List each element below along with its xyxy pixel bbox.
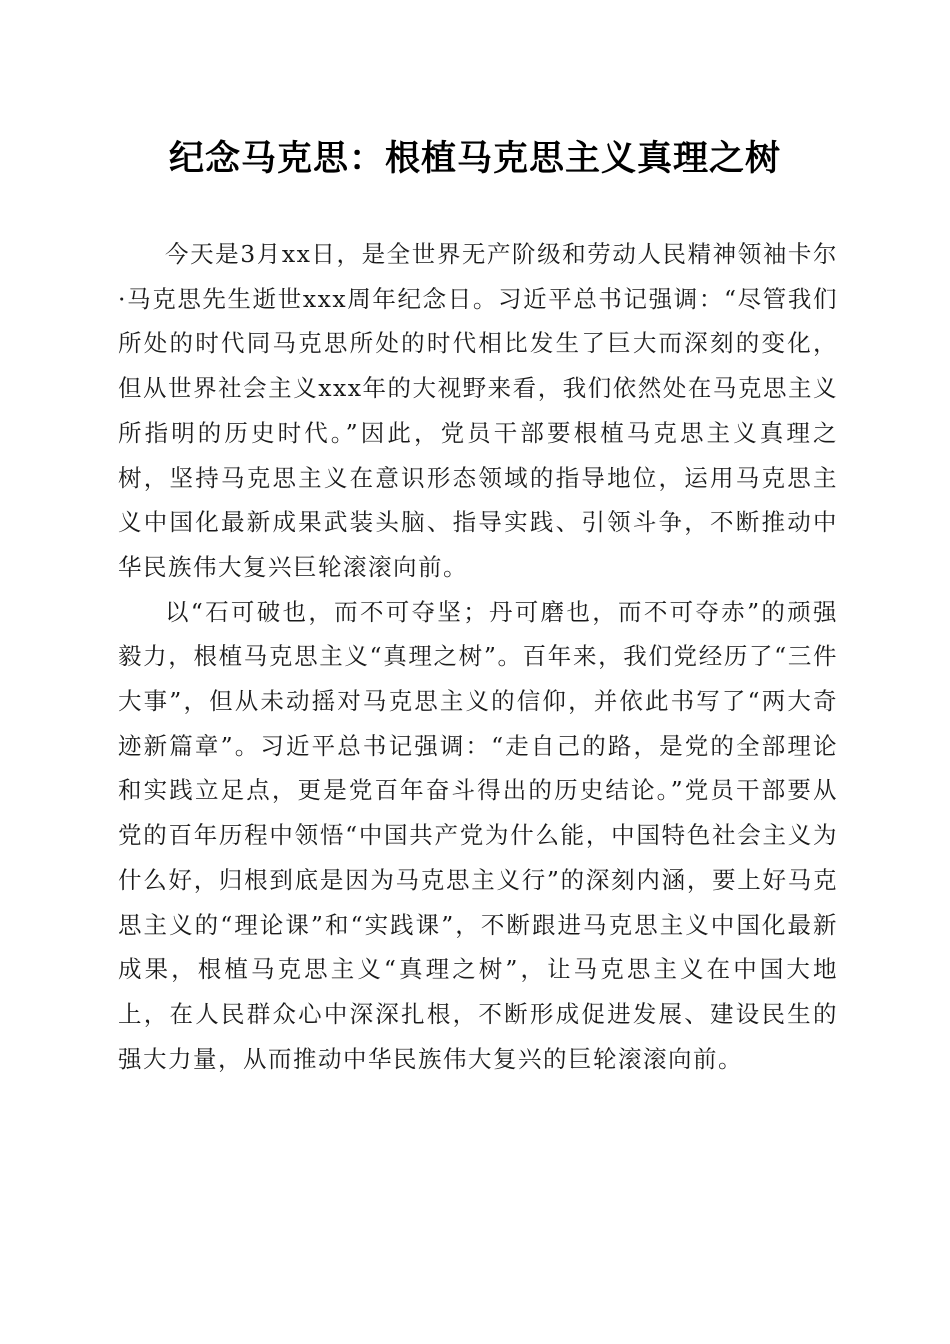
paragraph-1: 今天是3月xx日，是全世界无产阶级和劳动人民精神领袖卡尔·马克思先生逝世xxx周年纪念日。习近平总书记强调：“尽管我们所处的时代同马克思所处的时代相比发生了巨大而深刻的变化，但从世界社会主义xxx年的大视野来看，我们依然处在马克思主义所指明的历史时代。”因此，党员干部要根植马克思主义真理之树，坚持马克思主义在意识形态领域的指导地位，运用马克思主义中国化最新成果武装头脑、指导实践、引领斗争，不断推动中华民族伟大复兴巨轮滚滚向前。 [118,240,838,581]
document-body [118,232,838,1081]
document-title: 纪念马克思：根植马克思主义真理之树 [168,138,781,179]
paragraph-2: 以“石可破也，而不可夺坚；丹可磨也，而不可夺赤”的顽强毅力，根植马克思主义“真理之树”。百年来，我们党经历了“三件大事”，但从未动摇对马克思主义的信仰，并依此书写了“两大奇迹新篇章”。习近平总书记强调：“走自己的路，是党的全部理论和实践立足点，更是党百年奋斗得出的历史结论。”党员干部要从党的百年历程中领悟“中国共产党为什么能，中国特色社会主义为什么好，归根到底是因为马克思主义行”的深刻内涵，要上好马克思主义的“理论课”和“实践课”，不断跟进马克思主义中国化最新成果，根植马克思主义“真理之树”，让马克思主义在中国大地上，在人民群众心中深深扎根，不断形成促进发展、建设民生的强大力量，从而推动中华民族伟大复兴的巨轮滚滚向前。 [118,597,838,1073]
